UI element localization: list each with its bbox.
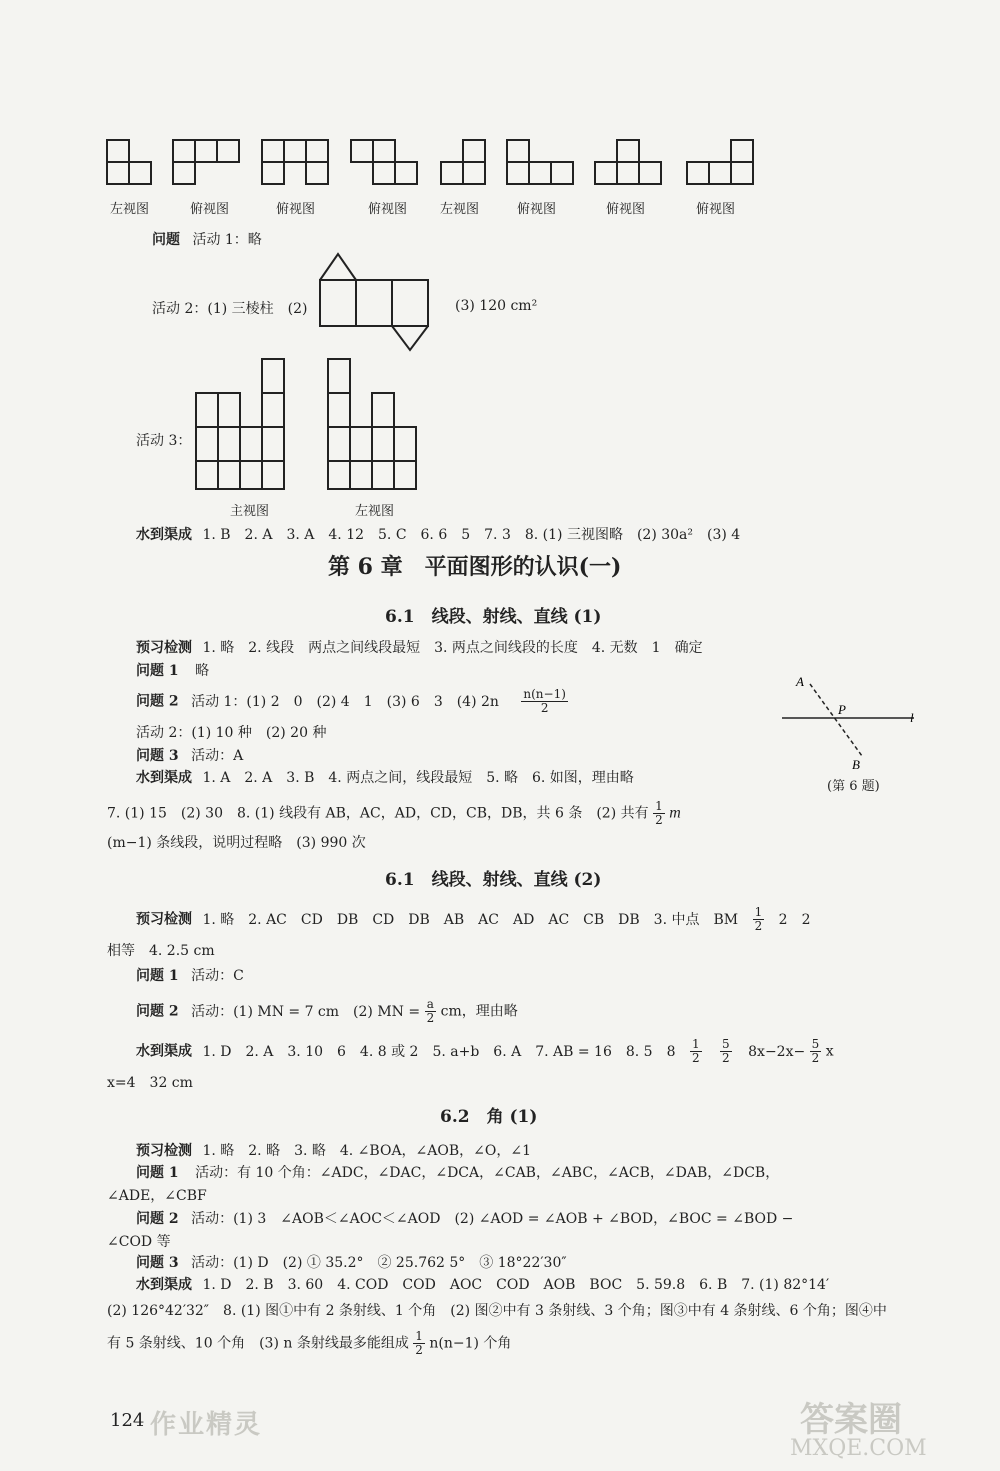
- fraction: $\frac{5}{2}$: [722, 1037, 730, 1065]
- review-text: 1. D 2. A 3. 10 6 4. 8 或 2 5. a+b 6. A 7. AB = 16 8. 5 8: [202, 1043, 676, 1060]
- review-line: [136, 1274, 829, 1294]
- question-text: 活动：A: [191, 748, 244, 764]
- preview-label: 预习检测: [136, 911, 192, 928]
- question-label: 问题 1: [136, 1165, 179, 1181]
- question-text: 活动 1：(1) 2 0 (2) 4 1 (3) 6 3 (4) 2n: [191, 693, 499, 710]
- question1-line-2: ∠ADE，∠CBF: [107, 1188, 207, 1204]
- review-end: n(n−1) 个角: [429, 1335, 512, 1352]
- question3-line: [136, 1252, 567, 1272]
- question-text: 活动：(1) MN = 7 cm (2) MN =: [191, 1003, 421, 1020]
- question-label: 问题 2: [136, 693, 179, 710]
- view-caption: 俯视图: [606, 202, 646, 217]
- answer-line-7: [107, 800, 681, 827]
- views-drawing: [0, 0, 1000, 200]
- review-label: 水到渠成: [136, 1043, 192, 1060]
- fraction: $\frac{n(n-1)}{2}$: [523, 687, 566, 715]
- question-text: 略: [195, 663, 210, 679]
- fraction: $\frac{a}{2}$: [426, 997, 435, 1025]
- review-line: [136, 524, 740, 544]
- preview-text: 1. 略 2. AC CD DB CD DB AB AC AD AC CB DB 3. 中点 BM: [202, 911, 739, 928]
- activity3-views: [190, 355, 450, 500]
- question-label: 问题 1: [136, 663, 179, 679]
- review-mid: 8x−2x−: [748, 1043, 806, 1060]
- review-label: 水到渠成: [136, 770, 192, 786]
- question-label: 问题 2: [136, 1211, 179, 1227]
- fraction: $\frac{1}{2}$: [691, 1037, 700, 1065]
- problem-text: 活动 1：略: [192, 232, 262, 248]
- watermark-left: 作业精灵: [150, 1410, 263, 1440]
- question3-line: [136, 745, 243, 765]
- point-label-a: A: [796, 674, 804, 689]
- point-label-b: B: [852, 757, 860, 772]
- fraction: $\frac{1}{2}$: [415, 1329, 423, 1357]
- activity2-part3: (3) 120 cm²: [455, 298, 538, 314]
- question-end: cm，理由略: [440, 1003, 518, 1020]
- preview-end: 2 2: [778, 911, 811, 928]
- answer-text: 7. (1) 15 (2) 30 8. (1) 线段有 AB，AC，AD，CD，CB，DB，共 6 条 (2) 共有: [107, 805, 649, 822]
- question1-line: [136, 1162, 779, 1182]
- watermark-right: 答案圈: [800, 1400, 902, 1440]
- review-label: 水到渠成: [136, 1277, 192, 1293]
- review-text: 1. B 2. A 3. A 4. 12 5. C 6. 6 5 7. 3 8. (1) 三视图略 (2) 30a² (3) 4: [202, 527, 741, 543]
- view-caption: 左视图: [110, 202, 150, 217]
- question-label: 问题 3: [136, 748, 179, 764]
- page-number: 124: [110, 1410, 145, 1431]
- view-caption: 俯视图: [190, 202, 230, 217]
- front-view-caption: 主视图: [230, 504, 270, 519]
- activity3-label: 活动 3：: [136, 433, 192, 449]
- view-caption: 俯视图: [368, 202, 408, 217]
- problem-intro: [152, 229, 262, 249]
- review-label: 水到渠成: [136, 527, 192, 543]
- question2-line-2: ∠COD 等: [107, 1234, 171, 1250]
- question-text: 活动：(1) 3 ∠AOB＜∠AOC＜∠AOD (2) ∠AOD = ∠AOB + ∠BOD，∠BOC = ∠BOD −: [191, 1211, 794, 1227]
- activity2-text: 活动 2：(1) 三棱柱 (2): [152, 301, 308, 317]
- question1-line: [136, 965, 244, 985]
- review-line: [136, 767, 634, 787]
- preview-line: [136, 1140, 531, 1160]
- figure-caption: (第 6 题): [827, 779, 880, 794]
- answer-line-8: (m−1) 条线段，说明过程略 (3) 990 次: [107, 835, 366, 851]
- review-text: 有 5 条射线、10 个角 (3) n 条射线最多能组成: [107, 1335, 409, 1352]
- question-text: 活动：C: [191, 968, 244, 984]
- preview-line-2: 相等 4. 2.5 cm: [107, 943, 215, 959]
- fraction: $\frac{1}{2}$: [754, 905, 763, 933]
- review-line-2: (2) 126°42′32″ 8. (1) 图①中有 2 条射线、1 个角 (2) 图②中有 3 条射线、3 个角；图③中有 4 条射线、6 个角；图④中: [107, 1303, 887, 1319]
- watermark-url: MXQE.COM: [790, 1436, 927, 1461]
- preview-line: [136, 637, 703, 657]
- view-caption: 俯视图: [517, 202, 557, 217]
- view-caption: 左视图: [440, 202, 480, 217]
- question1-line: [136, 660, 209, 680]
- view-caption: 俯视图: [276, 202, 316, 217]
- point-label-p: P: [838, 702, 846, 717]
- question-label: 问题 1: [136, 968, 179, 984]
- section-title: 6.2 角 (1): [440, 1107, 538, 1127]
- review-text: 1. D 2. B 3. 60 4. COD COD AOC COD AOB BOC 5. 59.8 6. B 7. (1) 82°14′: [202, 1277, 830, 1293]
- preview-text: 1. 略 2. 线段 两点之间线段最短 3. 两点之间线段的长度 4. 无数 1 确定: [202, 640, 703, 656]
- variable-m: m: [669, 804, 681, 822]
- activity2-line: 活动 2：(1) 10 种 (2) 20 种: [136, 725, 327, 741]
- preview-line: [136, 906, 810, 933]
- section-title: 6.1 线段、射线、直线 (2): [385, 870, 602, 890]
- review-line-3: [107, 1330, 511, 1357]
- line-label-l: l: [910, 710, 914, 725]
- question2-line: [136, 1208, 793, 1228]
- review-line-2: x=4 32 cm: [107, 1075, 193, 1091]
- line-figure: [780, 672, 920, 780]
- review-line: [136, 1038, 834, 1065]
- left-view-caption: 左视图: [355, 504, 395, 519]
- question-text: 活动：有 10 个角：∠ADC，∠DAC，∠DCA，∠CAB，∠ABC，∠ACB，∠DAB，∠DCB，: [195, 1165, 780, 1181]
- question-label: 问题 3: [136, 1255, 179, 1271]
- chapter-title: 第 6 章 平面图形的认识(一): [328, 554, 622, 580]
- section-title: 6.1 线段、射线、直线 (1): [385, 607, 602, 627]
- view-caption: 俯视图: [696, 202, 736, 217]
- question-text: 活动：(1) D (2) ① 35.2° ② 25.762 5° ③ 18°22′30″: [191, 1255, 567, 1271]
- review-end: x: [825, 1043, 834, 1060]
- review-text: 1. A 2. A 3. B 4. 两点之间，线段最短 5. 略 6. 如图，理由略: [202, 770, 634, 786]
- preview-label: 预习检测: [136, 1143, 192, 1159]
- fraction: $\frac{1}{2}$: [655, 799, 663, 827]
- three-view-figures: [0, 0, 1000, 220]
- fraction: $\frac{5}{2}$: [811, 1037, 820, 1065]
- question-label: 问题 2: [136, 1003, 179, 1020]
- prism-net-figure: [310, 250, 450, 360]
- question2-line: [136, 688, 568, 715]
- question2-line: [136, 998, 518, 1025]
- preview-text: 1. 略 2. 略 3. 略 4. ∠BOA，∠AOB，∠O，∠1: [202, 1143, 532, 1159]
- problem-label: 问题: [152, 232, 180, 248]
- preview-label: 预习检测: [136, 640, 192, 656]
